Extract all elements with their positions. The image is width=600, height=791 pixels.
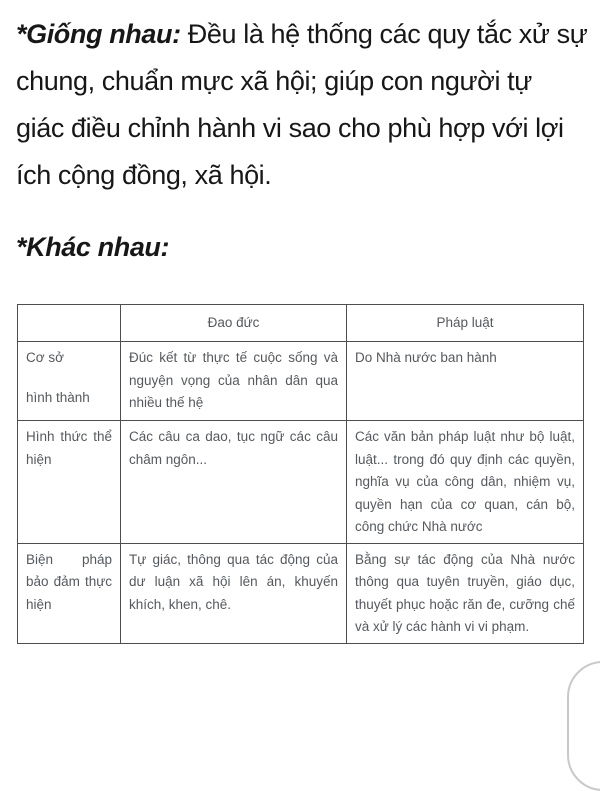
similarities-paragraph [16,11,590,199]
similarities-label: *Giống nhau: [16,19,181,49]
cell-bien-phap-dao-duc: Tự giác, thông qua tác động của dư luận xã hội lên án, khuyến khích, khen, chê. [121,543,347,643]
similarities-line-1-text: Đều là hệ thống các quy tắc xử sự [180,19,588,49]
row-label-bien-phap-bao-dam: Biện pháp bảo đảm thực hiện [18,543,121,643]
similarities-line-2: chung, chuẩn mực xã hội; giúp con người tự [16,66,532,96]
cell-hinh-thuc-phap-luat: Các văn bản pháp luật như bộ luật, luật... trong đó quy định các quyền, nghĩa vụ của công dân, nhiệm vụ, quyền hạn của cơ quan, cán bộ, công chức Nhà nước [347,421,584,544]
row-label-hinh-thuc-the-hien: Hình thức thể hiện [18,421,121,544]
rounded-corner-overlay [567,661,600,791]
row-label-line-1: Cơ sở [26,350,64,365]
table-row-co-so-hinh-thanh [18,342,584,421]
differences-heading: *Khác nhau: [16,232,170,262]
header-cell-dao-duc: Đao đức [121,305,347,342]
cell-co-so-phap-luat: Do Nhà nước ban hành [347,342,584,421]
cell-hinh-thuc-dao-duc: Các câu ca dao, tục ngữ các câu châm ngôn... [121,421,347,544]
header-cell-phap-luat: Pháp luật [347,305,584,342]
comparison-table [17,304,584,644]
cell-co-so-dao-duc: Đúc kết từ thực tế cuộc sống và nguyện vọng của nhân dân qua nhiều thế hệ [121,342,347,421]
similarities-line-4: ích cộng đồng, xã hội. [16,160,272,190]
header-cell-empty [18,305,121,342]
row-label-co-so-hinh-thanh [18,342,121,421]
table-row-hinh-thuc-the-hien [18,421,584,544]
table-header-row [18,305,584,342]
cell-bien-phap-phap-luat: Bằng sự tác động của Nhà nước thông qua tuyên truyền, giáo dục, thuyết phục hoặc răn đe, cưỡng chế và xử lý các hành vi vi phạm. [347,543,584,643]
similarities-line-1 [16,11,590,58]
row-label-line-2: hình thành [26,389,90,405]
document-page [0,11,600,676]
table-row-bien-phap-bao-dam [18,543,584,643]
similarities-line-3: giác điều chỉnh hành vi sao cho phù hợp với lợi [16,113,564,143]
